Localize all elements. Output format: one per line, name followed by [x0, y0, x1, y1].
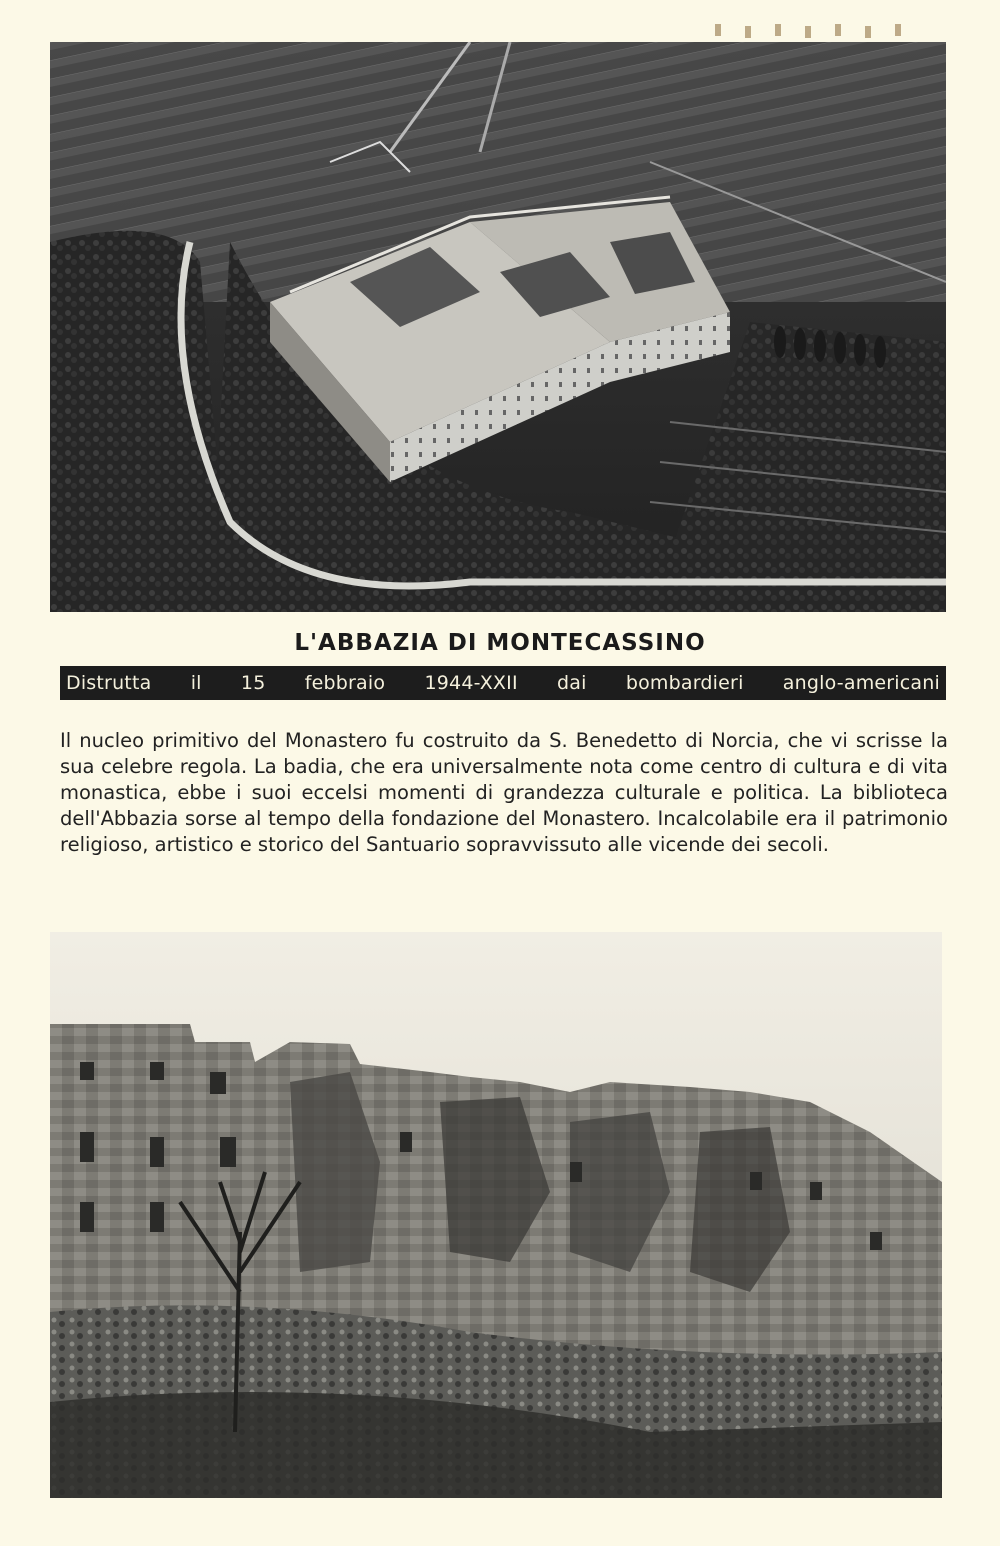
- abbey-aerial-photo: [50, 42, 946, 612]
- abbey-aerial-illustration: [50, 42, 946, 612]
- caption-banner: Distrutta il 15 febbraio 1944-XXII dai bombardieri anglo-americani: [60, 666, 946, 700]
- abbey-ruins-illustration: [50, 932, 942, 1498]
- description-paragraph: Il nucleo primitivo del Monastero fu costruito da S. Benedetto di Norcia, che vi scrisse la sua celebre regola. La badia, che era universalmente nota come centro di cultura e di vita monastica, ebbe i suoi eccelsi momenti di grandezza culturale e politica. La biblioteca dell'Abbazia sorse al tempo della fondazione del Monastero. Incalcolabile era il patrimonio religioso, artistico e storico del Santuario sopravvissuto alle vicende dei secoli.: [60, 729, 948, 856]
- abbey-ruins-photo: [50, 932, 942, 1498]
- page-title: L'ABBAZIA DI MONTECASSINO: [294, 630, 706, 656]
